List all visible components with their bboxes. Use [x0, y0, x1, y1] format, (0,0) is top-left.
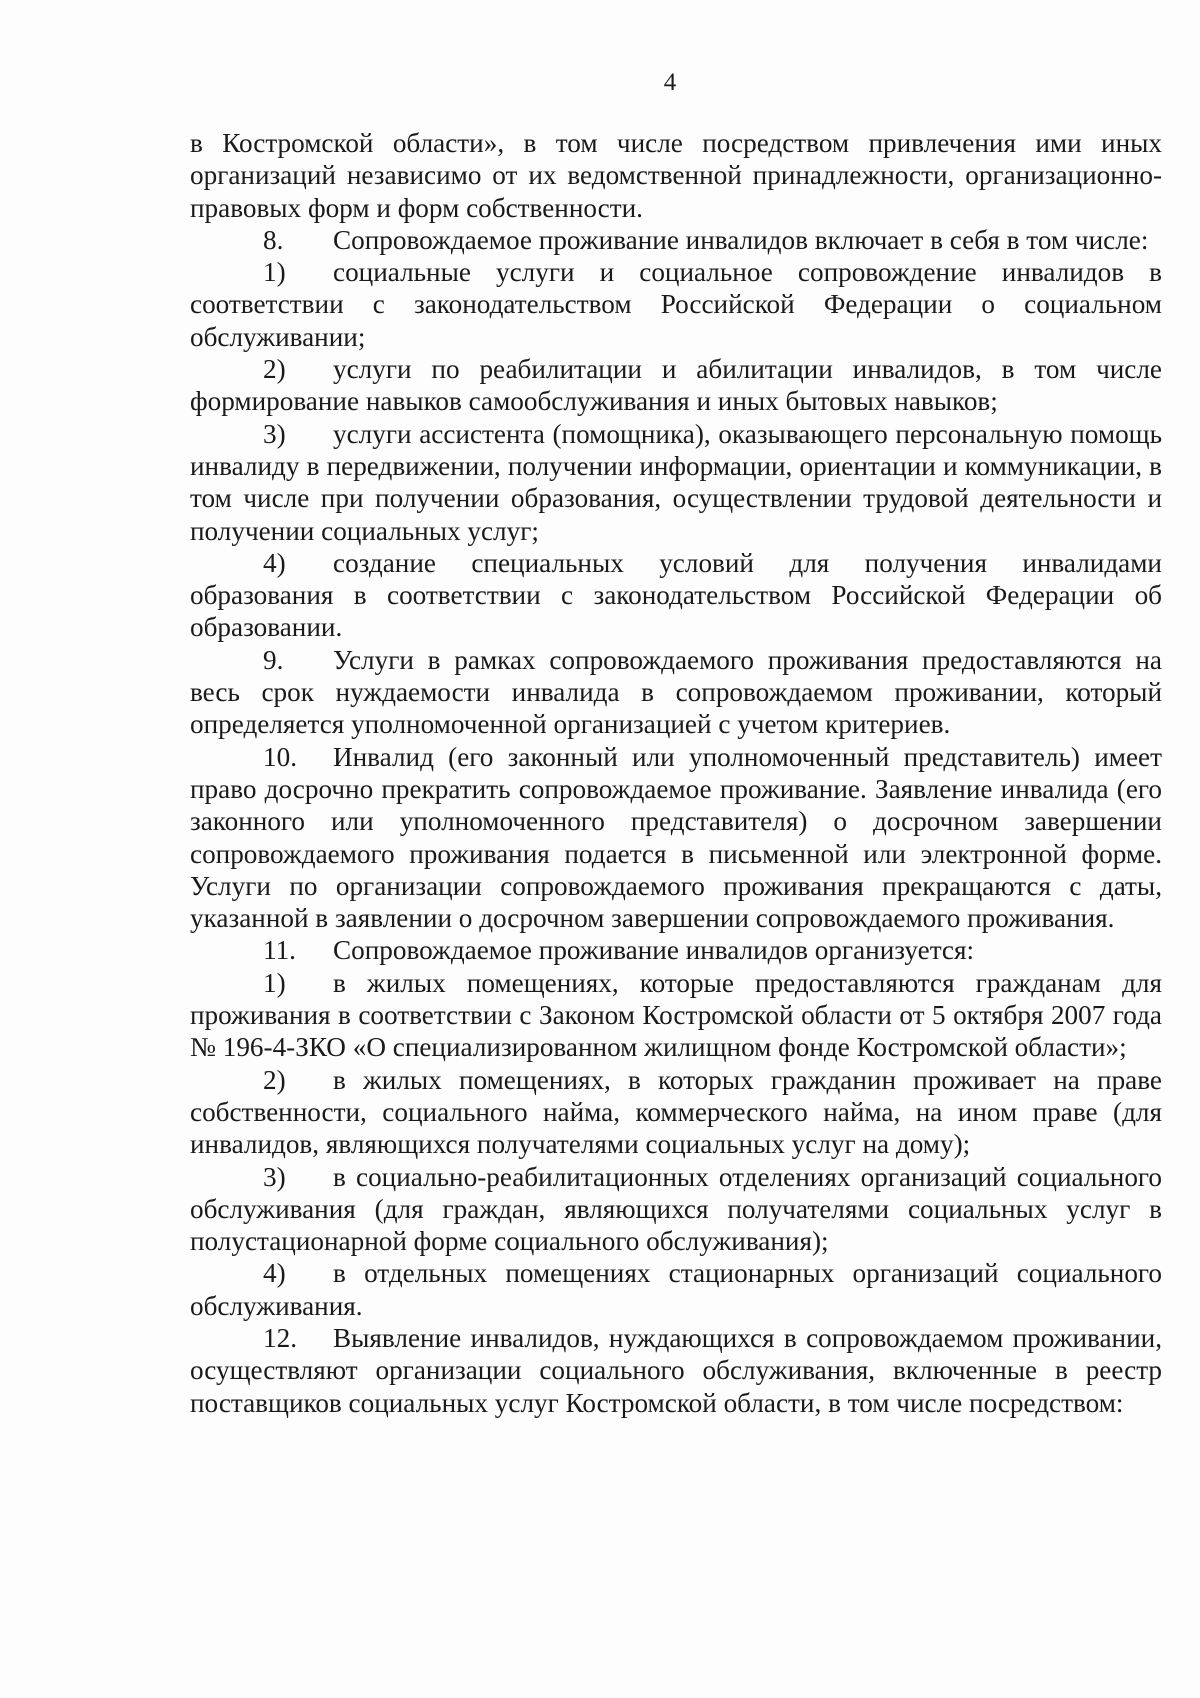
paragraph-continuation	[190, 127, 1162, 224]
list-item-number: 4)	[263, 1258, 286, 1289]
list-item-8-3	[190, 418, 1162, 547]
list-item-text: в жилых помещениях, которые предоставляются гражданам для проживания в соответствии с Законом Костромской области от 5 октября 2007 года № 196-4-ЗКО «О специализированном жилищном фонде Костромской области»;	[190, 967, 1162, 1063]
list-item-number: 1)	[263, 967, 286, 998]
document-body	[190, 127, 1162, 1419]
list-item-number: 1)	[263, 257, 286, 288]
list-item-11-2	[190, 1064, 1162, 1161]
paragraph-number: 9.	[263, 644, 284, 675]
paragraph-12	[190, 1322, 1162, 1419]
paragraph-text: Сопровождаемое проживание инвалидов включает в себя в том числе:	[333, 224, 1149, 255]
paragraph-8	[190, 224, 1162, 256]
list-item-11-1	[190, 967, 1162, 1064]
list-item-text: в социально-реабилитационных отделениях организаций социального обслуживания (для граждан, являющихся получателями социальных услуг в полустационарной форме социального обслуживания);	[190, 1161, 1162, 1257]
paragraph-9	[190, 644, 1162, 741]
list-item-number: 3)	[263, 418, 286, 449]
list-item-8-4	[190, 547, 1162, 644]
list-item-8-1	[190, 256, 1162, 353]
paragraph-10	[190, 741, 1162, 935]
list-item-text: услуги по реабилитации и абилитации инвалидов, в том числе формирование навыков самообслуживания и иных бытовых навыков;	[190, 354, 1162, 417]
list-item-number: 4)	[263, 547, 286, 578]
list-item-number: 2)	[263, 354, 286, 385]
list-item-text: в отдельных помещениях стационарных организаций социального обслуживания.	[190, 1258, 1162, 1321]
list-item-8-2	[190, 353, 1162, 418]
paragraph-text: Выявление инвалидов, нуждающихся в сопровождаемом проживании, осуществляют организации социального обслуживания, включенные в реестр поставщиков социальных услуг Костромской области, в том числе посредством:	[190, 1322, 1162, 1418]
paragraph-text: Инвалид (его законный или уполномоченный представитель) имеет право досрочно прекратить сопровождаемое проживание. Заявление инвалида (его законного или уполномоченного представителя) о досрочном завершении сопровождаемого проживания подается в письменной или электронной форме. Услуги по организации сопровождаемого проживания прекращаются с даты, указанной в заявлении о досрочном завершении сопровождаемого проживания.	[190, 741, 1162, 934]
paragraph-number: 11.	[263, 935, 296, 966]
paragraph-text: Сопровождаемое проживание инвалидов организуется:	[333, 935, 975, 966]
list-item-text: в жилых помещениях, в которых гражданин проживает на праве собственности, социального найма, коммерческого найма, на ином праве (для инвалидов, являющихся получателями социальных услуг на дому);	[190, 1064, 1162, 1160]
list-item-11-3	[190, 1161, 1162, 1258]
paragraph-number: 12.	[263, 1322, 297, 1353]
paragraph-number: 10.	[263, 741, 297, 772]
paragraph-text: в Костромской области», в том числе посредством привлечения ими иных организаций независимо от их ведомственной принадлежности, организационно-правовых форм и форм собственности.	[190, 128, 1162, 223]
paragraph-text: Услуги в рамках сопровождаемого проживания предоставляются на весь срок нуждаемости инвалида в сопровождаемом проживании, который определяется уполномоченной организацией с учетом критериев.	[190, 644, 1162, 740]
list-item-11-4	[190, 1257, 1162, 1322]
page-number: 4	[663, 69, 677, 96]
list-item-text: создание специальных условий для получения инвалидами образования в соответствии с законодательством Российской Федерации об образовании.	[190, 547, 1162, 643]
list-item-number: 3)	[263, 1161, 286, 1192]
paragraph-11	[190, 934, 1162, 966]
list-item-number: 2)	[263, 1064, 286, 1095]
list-item-text: социальные услуги и социальное сопровождение инвалидов в соответствии с законодательством Российской Федерации о социальном обслуживании;	[190, 257, 1162, 352]
list-item-text: услуги ассистента (помощника), оказывающего персональную помощь инвалиду в передвижении, получении информации, ориентации и коммуникации, в том числе при получении образования, осуществлении трудовой деятельности и получении социальных услуг;	[190, 418, 1162, 546]
paragraph-number: 8.	[263, 224, 284, 255]
